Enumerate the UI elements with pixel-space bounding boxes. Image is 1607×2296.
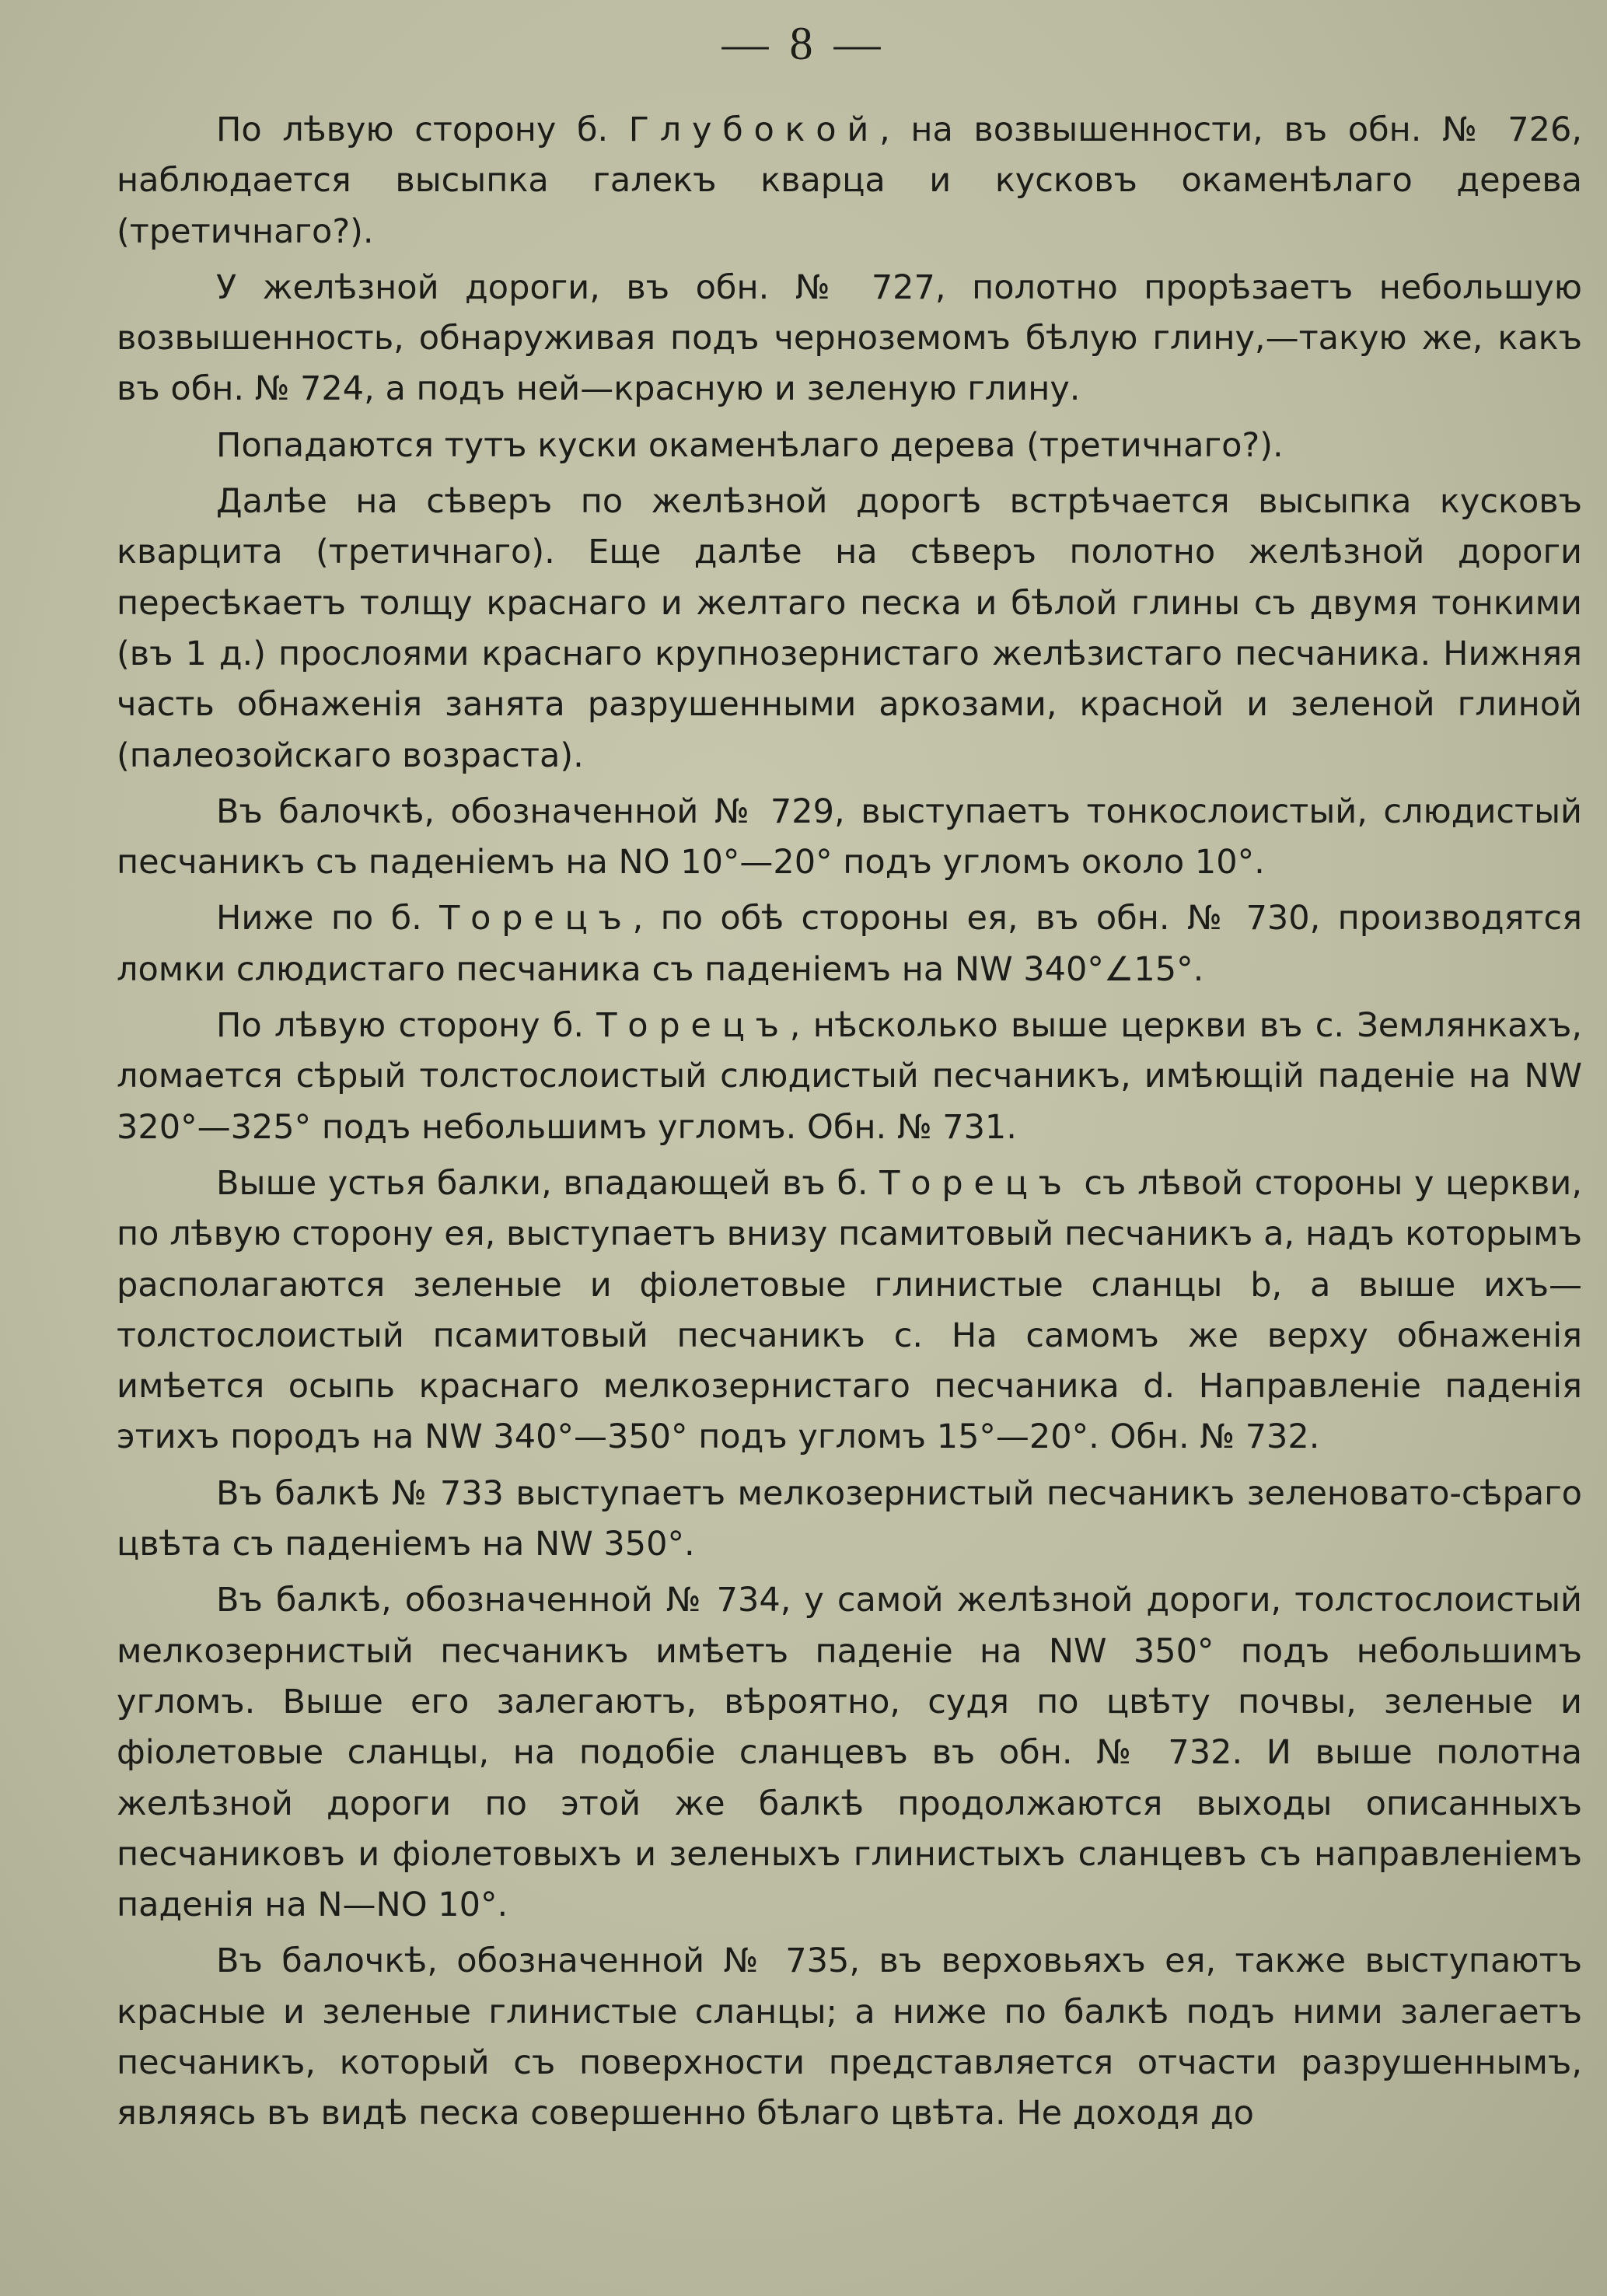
- paragraph-text: Выше устья балки, впадающей въ б.: [216, 1163, 880, 1203]
- paragraph: [117, 1469, 1582, 1571]
- paragraph-text: съ лѣвой стороны у церкви, по лѣвую сторону ея, выступаетъ внизу псамитовый песчаникъ a, надъ которымъ располагаются зеленые и фіолетовые глинистые сланцы b, а выше ихъ—толстослоистый псамитовый песчаникъ c. На самомъ же верху обнаженія имѣется осыпь краснаго мелкозернистаго песчаника d. Направленіе паденія этихъ породъ на NW 340°—350° подъ угломъ 15°—20°. Обн. № 732.: [117, 1163, 1582, 1457]
- paragraph: [117, 1001, 1582, 1153]
- paragraph-text: Въ балкѣ № 733 выступаетъ мелкозернистый песчаникъ зеленовато-сѣраго цвѣта съ паденіемъ на NW 350°.: [117, 1473, 1582, 1564]
- paragraph-text: , по обѣ стороны ея, въ обн. № 730, производятся ломки слюдистаго песчаника съ паденіемъ на NW 340°∠15°.: [117, 899, 1582, 989]
- spaced-place-name: Глубокой: [628, 110, 880, 149]
- paragraph-text: , на возвышенности, въ обн. № 726, наблюдается высыпка галекъ кварца и кусковъ окаменѣлаго дерева (третичнаго?).: [117, 110, 1582, 251]
- paragraph: [117, 421, 1582, 471]
- paragraph-text: Далѣе на сѣверъ по желѣзной дорогѣ встрѣчается высыпка кусковъ кварцита (третичнаго). Еще далѣе на сѣверъ полотно желѣзной дороги пересѣкаетъ толщу краснаго и желтаго песка и бѣлой глины съ двумя тонкими (въ 1 д.) прослоями краснаго крупнозернистаго желѣзистаго песчаника. Нижняя часть обнаженія занята разрушенными аркозами, красной и зеленой глиной (палеозойскаго возраста).: [117, 482, 1582, 775]
- spaced-place-name: Торецъ: [439, 899, 633, 938]
- paragraph: [117, 1936, 1582, 2139]
- paragraph-text: Въ балочкѣ, обозначенной № 735, въ верховьяхъ ея, также выступаютъ красные и зеленые глинистые сланцы; а ниже по балкѣ подъ ними залегаетъ песчаникъ, который съ поверхности представляется отчасти разрушеннымъ, являясь въ видѣ песка совершенно бѣлаго цвѣта. Не доходя до: [117, 1941, 1582, 2133]
- paragraph: [117, 1158, 1582, 1463]
- paragraph-text: Въ балкѣ, обозначенной № 734, у самой желѣзной дороги, толстослоистый мелкозернистый песчаникъ имѣетъ паденіе на NW 350° подъ небольшимъ угломъ. Выше его залегаютъ, вѣроятно, судя по цвѣту почвы, зеленые и фіолетовые сланцы, на подобіе сланцевъ въ обн. № 732. И выше полотна желѣзной дороги по этой же балкѣ продолжаются выходы описанныхъ песчаниковъ и фіолетовыхъ и зеленыхъ глинистыхъ сланцевъ съ направленіемъ паденія на N—NO 10°.: [117, 1581, 1582, 1925]
- paragraph-text: У желѣзной дороги, въ обн. № 727, полотно прорѣзаетъ небольшую возвышенность, обнаруживая подъ черноземомъ бѣлую глину,—такую же, какъ въ обн. № 724, а подъ ней—красную и зеленую глину.: [117, 267, 1582, 409]
- paragraph: [117, 105, 1582, 257]
- paragraph-text: , нѣсколько выше церкви въ с. Землянкахъ, ломается сѣрый толстослоистый слюдистый песчаникъ, имѣющій паденіе на NW 320°—325° подъ небольшимъ угломъ. Обн. № 731.: [117, 1006, 1582, 1147]
- paragraph: [117, 893, 1582, 995]
- spaced-place-name: Торецъ: [596, 1006, 790, 1046]
- paragraph: [117, 477, 1582, 781]
- paragraph-text: По лѣвую сторону б.: [216, 110, 629, 149]
- paragraph-text: Ниже по б.: [216, 899, 440, 938]
- paragraph: [117, 787, 1582, 889]
- page-number: — 8 —: [721, 18, 886, 69]
- paragraph: [117, 1575, 1582, 1931]
- paragraph-text: Попадаются тутъ куски окаменѣлаго дерева (третичнаго?).: [216, 425, 1284, 465]
- page-body: [117, 105, 1582, 2145]
- spaced-place-name: Торецъ: [879, 1163, 1073, 1203]
- paragraph-text: По лѣвую сторону б.: [216, 1006, 597, 1046]
- paragraph: [117, 263, 1582, 415]
- paragraph-text: Въ балочкѣ, обозначенной № 729, выступаетъ тонкослоистый, слюдистый песчаникъ съ паденіемъ на NO 10°—20° подъ угломъ около 10°.: [117, 792, 1582, 882]
